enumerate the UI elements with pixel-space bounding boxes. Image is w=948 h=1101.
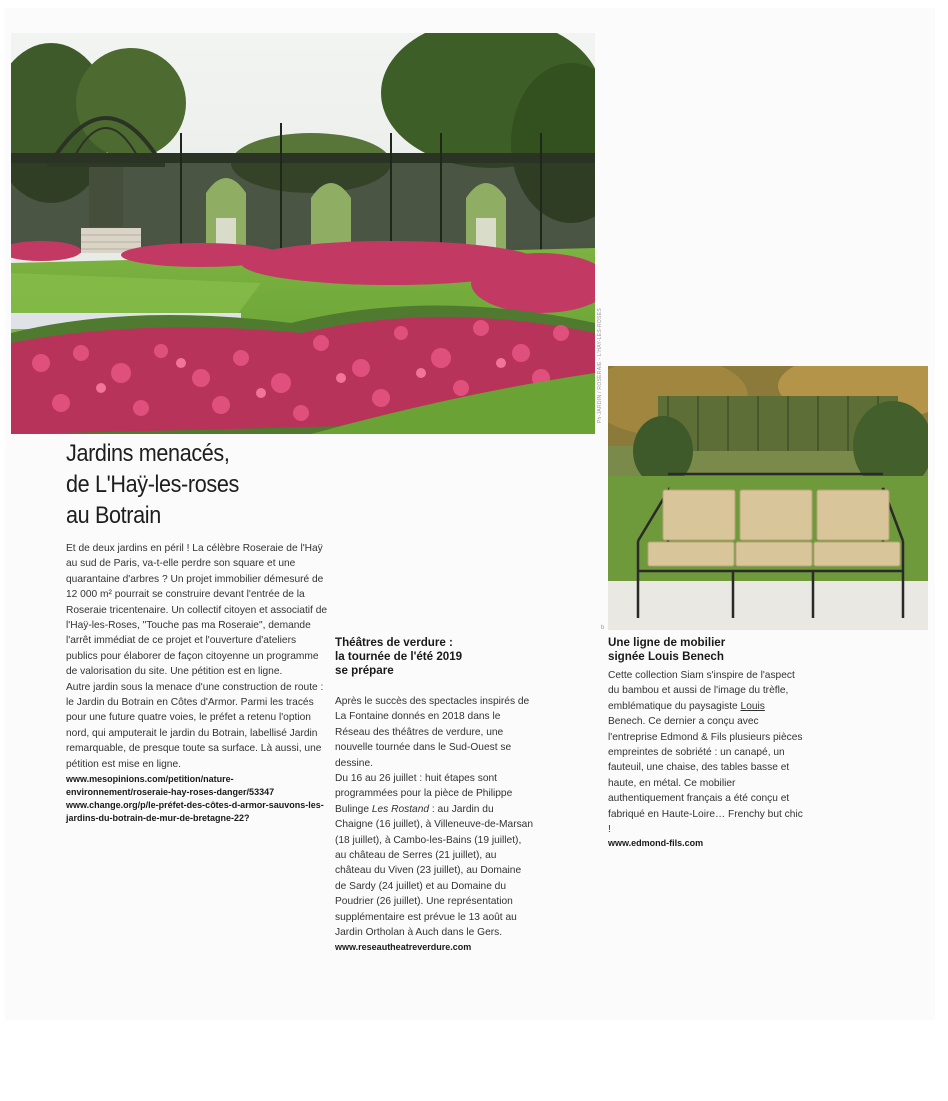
photo-mark: b [601,625,605,631]
canape-photo [608,366,928,630]
theatres-paragraph: Du 16 au 26 juillet : huit étapes sont programmées pour la pièce de Philippe Bulinge Les Rostand : au Jardin du Chaigne (16 juillet), à Villeneuve-de-Marsan (18 juillet), à Cambo-les-Bains (19 juillet), au château de Serres (21 juillet), au château du Viven (23 juillet), au Domaine de Sardy (24 juillet) et au Domaine du Poudrier (26 juillet). Une représentation supplémentaire est prévue le 13 août au Jardin Ortholan à Auch dans le Gers. [335,773,534,939]
theatres-paragraph: Après le succès des spectacles inspirés de La Fontaine donnés en 2018 dans le Réseau des théâtres de verdure, une nouvelle tournée dans le Sud-Ouest se dessine. [335,696,530,769]
petition-link-roseraie[interactable]: www.mesopinions.com/petition/nature-environnement/roseraie-hay-roses-danger/53347 [66,774,275,797]
magazine-page [5,8,935,1020]
theatres-link[interactable]: www.reseautheatreverdure.com [335,941,472,952]
petition-link-botrain[interactable]: www.change.org/p/le-préfet-des-côtes-d-armor-sauvons-les-jardins-du-botrain-de-mur-de-bretagne-22? [66,800,324,823]
photo-credit: Ph-JARDIN / ROSERAIE - L'HAY-LES-ROSES [597,308,603,424]
mobilier-paragraph: Cette collection Siam s'inspire de l'aspect du bambou et aussi de l'image du trèfle, emblématique du paysagiste Louis Benech. Ce dernier a conçu avec l'entreprise Edmond & Fils plusieurs pièces empreintes de sobriété : un canapé, un fauteuil, une chaise, des tables basse et haute, en métal. Ce mobilier authentiquement français a été conçu et fabriqué en Haute-Loire… Frenchy but chic ! [608,670,803,836]
article-paragraph: Et de deux jardins en péril ! La célèbre Roseraie de l'Haÿ au sud de Paris, va-t-elle perdre son square et une quarantaine d'arbres ? Un projet immobilier démesuré de 12 000 m² pourrait se construire devant l'entrée de la Roseraie tricentenaire. Un collectif citoyen et associatif de l'Haÿ-les-Roses, "Touche pas ma Roseraie", demande l'arrêt immédiat de ce projet et l'ouverture d'ateliers publics pour élaborer de façon citoyenne un programme de valorisation du site. Une pétition est en ligne. [66,543,328,678]
edmond-fils-link[interactable]: www.edmond-fils.com [608,838,704,849]
play-title: Les Rostand [371,803,430,815]
mobilier-title: Une ligne de mobilier signée Louis Benech [608,636,726,663]
article-body [66,541,328,824]
theatres-title: Théâtres de verdure : la tournée de l'été 2019 se prépare [335,636,463,677]
roseraie-photo [11,33,595,434]
theatres-body [335,694,533,953]
mobilier-body [608,668,804,850]
article-headline: Jardins menacés, de L'Haÿ-les-roses au Botrain [66,440,239,529]
article-paragraph: Autre jardin sous la menace d'une construction de route : le Jardin du Botrain en Côtes d'Armor. Parmi les tracés pour une future quatre voies, le préfet a retenu l'option nord, qui amputerait le jardin du Botrain, labellisé Jardin remarquable, de presque toute sa surface. Là aussi, une pétition est mise en ligne. [66,681,324,770]
